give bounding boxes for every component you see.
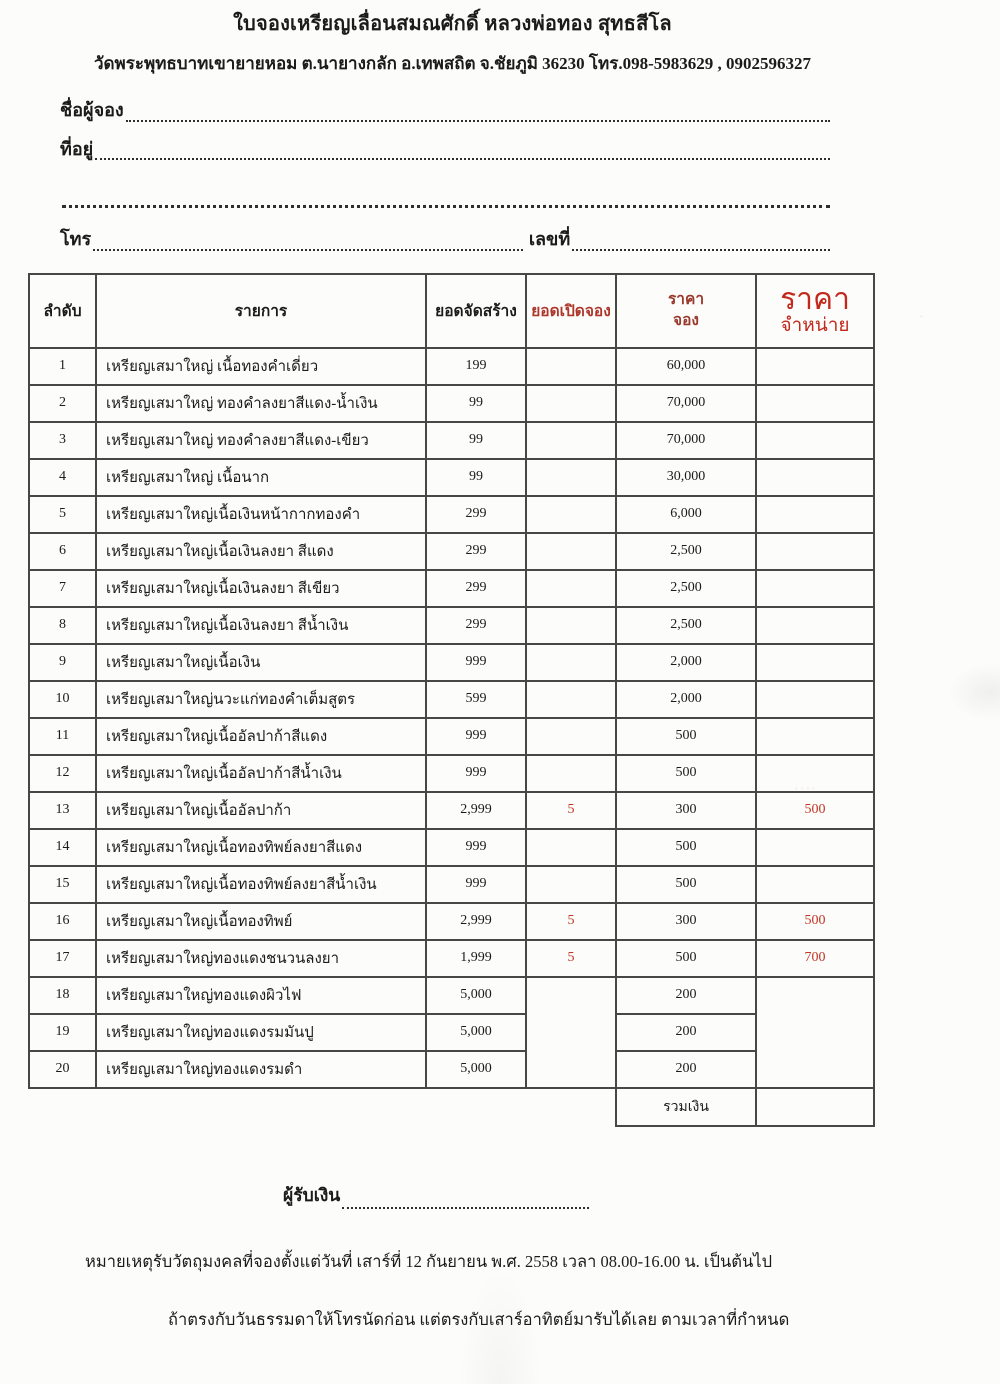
header-sale-price-line2: จำหน่าย [780,314,850,336]
header-made-qty: ยอดจัดสร้าง [426,274,526,348]
cell-order-no: 7 [29,570,96,607]
cell-made-qty: 99 [426,385,526,422]
table-row [29,903,874,940]
table-row [29,681,874,718]
table-row [29,829,874,866]
cell-item-name: เหรียญเสมาใหญ่เนื้ออัลปาก้าสีน้ำเงิน [96,755,426,792]
cell-item-name: เหรียญเสมาใหญ่เนื้อเงินลงยา สีแดง [96,533,426,570]
cell-sale-price [756,348,874,385]
receiver-field [342,1189,589,1209]
phone-label: โทร [60,229,92,249]
booker-name-line [60,99,832,122]
cell-booking-price: 300 [616,792,756,829]
cell-made-qty: 999 [426,718,526,755]
cell-order-no: 6 [29,533,96,570]
cell-open-qty [526,829,616,866]
cell-open-qty-merged [526,977,616,1088]
table-row [29,385,874,422]
cell-booking-price: 500 [616,940,756,977]
cell-open-qty [526,422,616,459]
cell-open-qty [526,496,616,533]
cell-order-no: 2 [29,385,96,422]
cell-order-no: 14 [29,829,96,866]
cell-booking-price: 500 [616,829,756,866]
doc-no-label: เลขที่ [528,229,571,249]
cell-item-name: เหรียญเสมาใหญ่เนื้อทองทิพย์ลงยาสีแดง [96,829,426,866]
cell-made-qty: 5,000 [426,1014,526,1051]
receiver-line [283,1181,591,1209]
form-header [0,7,905,77]
cell-booking-price: 200 [616,1051,756,1088]
cell-made-qty: 5,000 [426,1051,526,1088]
cell-order-no: 20 [29,1051,96,1088]
cell-item-name: เหรียญเสมาใหญ่เนื้อเงินหน้ากากทองคำ [96,496,426,533]
total-row [29,1088,874,1126]
cell-open-qty [526,718,616,755]
cell-item-name: เหรียญเสมาใหญ่เนื้ออัลปาก้าสีแดง [96,718,426,755]
temple-address: วัดพระพุทธบาทเขายายหอม ต.นายางกลัก อ.เทพสถิต จ.ชัยภูมิ 36230 โทร.098-5983629 , 0902596327 [93,54,812,73]
cell-order-no: 1 [29,348,96,385]
cell-booking-price: 500 [616,755,756,792]
cell-sale-price-merged [756,977,874,1088]
cell-item-name: เหรียญเสมาใหญ่ เนื้อนาก [96,459,426,496]
order-table [28,273,875,1127]
cell-sale-price [756,644,874,681]
cell-order-no: 18 [29,977,96,1014]
table-row [29,1014,874,1051]
cell-made-qty: 99 [426,459,526,496]
cell-sale-price [756,422,874,459]
cell-booking-price: 2,000 [616,681,756,718]
cell-made-qty: 299 [426,607,526,644]
cell-item-name: เหรียญเสมาใหญ่ทองแดงรมมันปู [96,1014,426,1051]
phone-field [93,231,523,251]
cell-booking-price: 6,000 [616,496,756,533]
cell-open-qty [526,385,616,422]
table-row [29,533,874,570]
cell-made-qty: 999 [426,866,526,903]
cell-sale-price [756,607,874,644]
cell-made-qty: 299 [426,496,526,533]
cell-made-qty: 999 [426,829,526,866]
cell-sale-price [756,681,874,718]
cell-open-qty [526,459,616,496]
table-row [29,570,874,607]
cell-made-qty: 5,000 [426,977,526,1014]
booker-name-field [126,102,830,122]
table-row [29,1051,874,1088]
header-booking-price [616,274,756,348]
cell-open-qty: 5 [526,940,616,977]
header-booking-price-line2: จอง [673,311,699,329]
cell-made-qty: 299 [426,533,526,570]
address-line [60,138,832,161]
table-row [29,496,874,533]
cell-sale-price: 700 [756,940,874,977]
cell-order-no: 13 [29,792,96,829]
cell-open-qty: 5 [526,792,616,829]
cell-open-qty [526,681,616,718]
cell-order-no: 8 [29,607,96,644]
cell-booking-price: 2,500 [616,533,756,570]
cell-item-name: เหรียญเสมาใหญ่ทองแดงรมดำ [96,1051,426,1088]
cell-item-name: เหรียญเสมาใหญ่เนื้ออัลปาก้า [96,792,426,829]
cell-booking-price: 2,500 [616,607,756,644]
cell-order-no: 4 [29,459,96,496]
table-row [29,940,874,977]
scan-smudge: . [920,308,926,320]
booker-name-label: ชื่อผู้จอง [60,100,124,120]
cell-booking-price: 70,000 [616,385,756,422]
cell-sale-price [756,829,874,866]
address-field [95,140,830,160]
cell-item-name: เหรียญเสมาใหญ่ทองแดงผิวไฟ [96,977,426,1014]
cell-open-qty [526,348,616,385]
cell-sale-price: 500 [756,792,874,829]
cell-booking-price: 500 [616,718,756,755]
header-order-no: ลำดับ [29,274,96,348]
cell-item-name: เหรียญเสมาใหญ่เนื้อทองทิพย์ [96,903,426,940]
cell-sale-price [756,459,874,496]
cell-order-no: 9 [29,644,96,681]
cell-booking-price: 200 [616,1014,756,1051]
table-row [29,755,874,792]
cell-made-qty: 99 [426,422,526,459]
cell-open-qty [526,644,616,681]
cell-item-name: เหรียญเสมาใหญ่เนื้อเงินลงยา สีน้ำเงิน [96,607,426,644]
total-label: รวมเงิน [616,1088,756,1126]
cell-item-name: เหรียญเสมาใหญ่ ทองคำลงยาสีแดง-เขียว [96,422,426,459]
cell-made-qty: 2,999 [426,903,526,940]
cell-order-no: 17 [29,940,96,977]
header-sale-price-line1: ราคา [780,282,850,316]
table-row [29,348,874,385]
cell-booking-price: 2,000 [616,644,756,681]
table-row [29,644,874,681]
cell-order-no: 16 [29,903,96,940]
table-header-row [29,274,874,348]
cell-booking-price: 500 [616,866,756,903]
cell-sale-price [756,718,874,755]
cell-order-no: 15 [29,866,96,903]
table-row [29,459,874,496]
address-continuation-line [60,190,832,208]
cell-order-no: 11 [29,718,96,755]
total-row-spacer [29,1088,616,1126]
cell-item-name: เหรียญเสมาใหญ่เนื้อทองทิพย์ลงยาสีน้ำเงิน [96,866,426,903]
cell-booking-price: 30,000 [616,459,756,496]
cell-made-qty: 299 [426,570,526,607]
header-sale-price [756,274,874,348]
note-pickup-date: หมายเหตุรับวัตถุมงคลที่จองตั้งแต่วันที่ เสาร์ที่ 12 กันยายน พ.ศ. 2558 เวลา 08.00-16.00 น. เป็นต้นไป [85,1251,773,1271]
cell-item-name: เหรียญเสมาใหญ่นวะแก่ทองคำเต็มสูตร [96,681,426,718]
cell-booking-price: 300 [616,903,756,940]
cell-made-qty: 2,999 [426,792,526,829]
cell-made-qty: 1,999 [426,940,526,977]
cell-sale-price [756,385,874,422]
doc-no-field [572,231,830,251]
table-row [29,977,874,1014]
cell-open-qty [526,570,616,607]
phone-line [60,228,832,251]
cell-open-qty [526,607,616,644]
header-booking-price-line1: ราคา [667,290,705,308]
cell-order-no: 12 [29,755,96,792]
cell-open-qty: 5 [526,903,616,940]
page-title: ใบจองเหรียญเลื่อนสมณศักดิ์ หลวงพ่อทอง สุทธสีโล [233,13,672,35]
cell-booking-price: 2,500 [616,570,756,607]
cell-booking-price: 70,000 [616,422,756,459]
table-row [29,607,874,644]
cell-item-name: เหรียญเสมาใหญ่เนื้อเงิน [96,644,426,681]
cell-sale-price [756,533,874,570]
cell-open-qty [526,755,616,792]
cell-order-no: 10 [29,681,96,718]
receiver-label: ผู้รับเงิน [283,1184,341,1205]
address-label: ที่อยู่ [60,138,94,159]
cell-made-qty: 999 [426,755,526,792]
cell-order-no: 3 [29,422,96,459]
total-value [756,1088,874,1126]
cell-order-no: 19 [29,1014,96,1051]
cell-sale-price: 500 [756,903,874,940]
scan-smudge: .... [795,780,818,792]
table-row [29,866,874,903]
cell-booking-price: 60,000 [616,348,756,385]
cell-item-name: เหรียญเสมาใหญ่เนื้อเงินลงยา สีเขียว [96,570,426,607]
cell-made-qty: 999 [426,644,526,681]
cell-order-no: 5 [29,496,96,533]
table-row [29,792,874,829]
cell-item-name: เหรียญเสมาใหญ่ เนื้อทองคำเดี่ยว [96,348,426,385]
header-open-booking-qty: ยอดเปิดจอง [526,274,616,348]
address-field-continued [62,187,830,208]
note-pickup-condition: ถ้าตรงกับวันธรรมดาให้โทรนัดก่อน แต่ตรงกับเสาร์อาทิตย์มารับได้เลย ตามเวลาที่กำหนด [168,1309,790,1329]
cell-sale-price [756,866,874,903]
cell-open-qty [526,866,616,903]
cell-sale-price [756,570,874,607]
table-row [29,718,874,755]
cell-item-name: เหรียญเสมาใหญ่ ทองคำลงยาสีแดง-น้ำเงิน [96,385,426,422]
cell-item-name: เหรียญเสมาใหญ่ทองแดงชนวนลงยา [96,940,426,977]
table-row [29,422,874,459]
cell-booking-price: 200 [616,977,756,1014]
cell-open-qty [526,533,616,570]
cell-made-qty: 599 [426,681,526,718]
cell-made-qty: 199 [426,348,526,385]
header-item: รายการ [96,274,426,348]
cell-sale-price [756,496,874,533]
